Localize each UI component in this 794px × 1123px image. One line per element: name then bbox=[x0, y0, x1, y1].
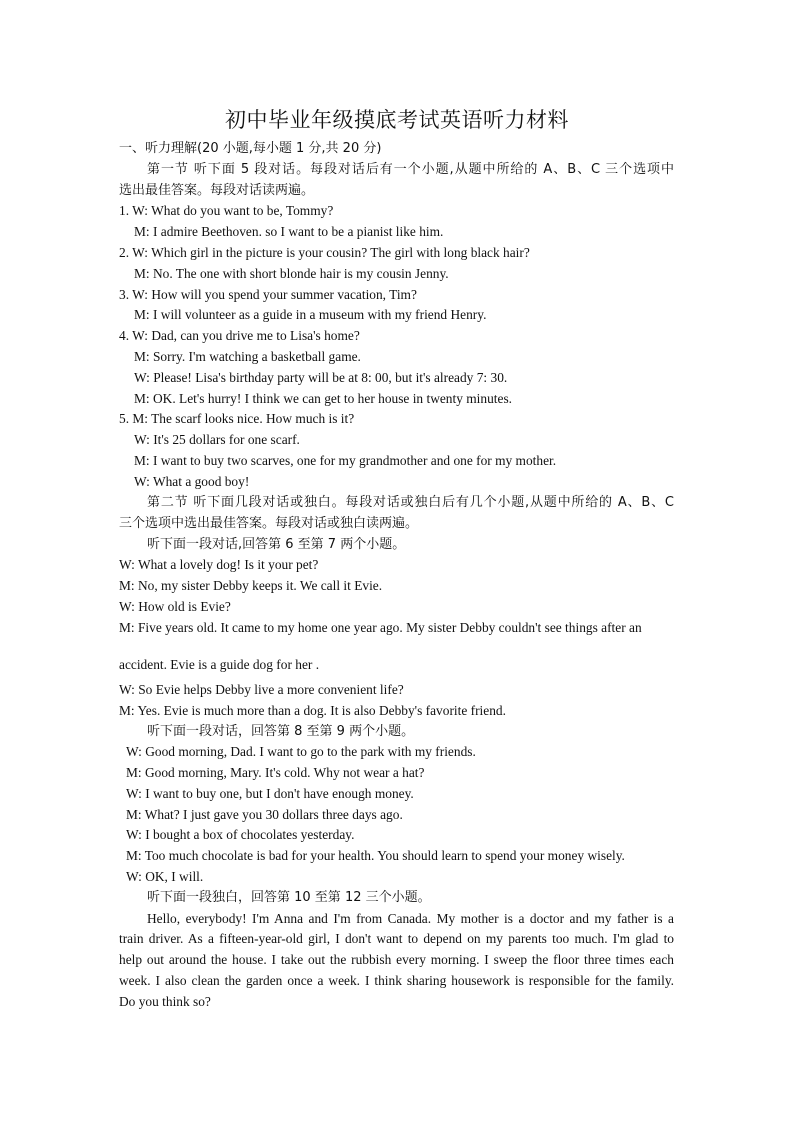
text3-line1: Hello, everybody! I'm Anna and I'm from Canada. My mother is a doctor and my father is a bbox=[147, 911, 674, 926]
text2-intro: 听下面一段对话，回答第 8 至第 9 两个小题。 bbox=[147, 724, 415, 739]
section2-intro-line1: 第二节 听下面几段对话或独白。每段对话或独白后有几个小题,从题中所给的 A、B、C bbox=[147, 495, 674, 510]
text3-line3: help out around the house. I take out the rubbish every morning. I sweep the floor three times each bbox=[119, 952, 674, 967]
section1-intro-line2: 选出最佳答案。每段对话读两遍。 bbox=[119, 183, 315, 198]
q5-line4: W: What a good boy! bbox=[134, 474, 250, 489]
q5-line2: W: It's 25 dollars for one scarf. bbox=[134, 432, 300, 447]
section2-intro-line2: 三个选项中选出最佳答案。每段对话或独白读两遍。 bbox=[119, 516, 419, 531]
text1-line5: accident. Evie is a guide dog for her . bbox=[119, 657, 320, 672]
q3-line1: 3. W: How will you spend your summer vacation, Tim? bbox=[119, 287, 417, 302]
q2-line2: M: No. The one with short blonde hair is my cousin Jenny. bbox=[134, 266, 449, 281]
text2-line5: W: I bought a box of chocolates yesterday. bbox=[126, 827, 355, 842]
text2-line3: W: I want to buy one, but I don't have enough money. bbox=[126, 786, 414, 801]
part-heading: 一、听力理解(20 小题,每小题 1 分,共 20 分) bbox=[119, 141, 382, 156]
q3-line2: M: I will volunteer as a guide in a museum with my friend Henry. bbox=[134, 307, 487, 322]
q1-line2: M: I admire Beethoven. so I want to be a pianist like him. bbox=[134, 224, 444, 239]
q5-line3: M: I want to buy two scarves, one for my grandmother and one for my mother. bbox=[134, 453, 557, 468]
q4-line4: M: OK. Let's hurry! I think we can get to her house in twenty minutes. bbox=[134, 391, 513, 406]
text3-line4: week. I also clean the garden once a week. I think sharing housework is responsible for the family. bbox=[119, 973, 674, 988]
q4-line3: W: Please! Lisa's birthday party will be at 8: 00, but it's already 7: 30. bbox=[134, 370, 508, 385]
text1-line6: W: So Evie helps Debby live a more convenient life? bbox=[119, 682, 404, 697]
text1-line7: M: Yes. Evie is much more than a dog. It is also Debby's favorite friend. bbox=[119, 703, 506, 718]
text2-line6: M: Too much chocolate is bad for your health. You should learn to spend your money wisely. bbox=[126, 848, 625, 863]
q5-line1: 5. M: The scarf looks nice. How much is it? bbox=[119, 411, 355, 426]
text1-line1: W: What a lovely dog! Is it your pet? bbox=[119, 557, 319, 572]
text2-line7: W: OK, I will. bbox=[126, 869, 204, 884]
text1-line4: M: Five years old. It came to my home one year ago. My sister Debby couldn't see things after an bbox=[119, 620, 642, 635]
page-title: 初中毕业年级摸底考试英语听力材料 bbox=[225, 108, 569, 132]
text3-intro: 听下面一段独白，回答第 10 至第 12 三个小题。 bbox=[147, 890, 431, 905]
q1-line1: 1. W: What do you want to be, Tommy? bbox=[119, 203, 334, 218]
q4-line2: M: Sorry. I'm watching a basketball game. bbox=[134, 349, 361, 364]
text2-line4: M: What? I just gave you 30 dollars three days ago. bbox=[126, 807, 403, 822]
q4-line1: 4. W: Dad, can you drive me to Lisa's home? bbox=[119, 328, 360, 343]
text1-line3: W: How old is Evie? bbox=[119, 599, 231, 614]
q2-line1: 2. W: Which girl in the picture is your cousin? The girl with long black hair? bbox=[119, 245, 530, 260]
text3-line5: Do you think so? bbox=[119, 994, 211, 1009]
text2-line2: M: Good morning, Mary. It's cold. Why not wear a hat? bbox=[126, 765, 425, 780]
section1-intro-line1: 第一节 听下面 5 段对话。每段对话后有一个小题,从题中所给的 A、B、C 三个选项中 bbox=[147, 162, 674, 177]
text2-line1: W: Good morning, Dad. I want to go to the park with my friends. bbox=[126, 744, 476, 759]
text1-line2: M: No, my sister Debby keeps it. We call it Evie. bbox=[119, 578, 383, 593]
text1-intro: 听下面一段对话,回答第 6 至第 7 两个小题。 bbox=[147, 537, 406, 552]
text3-line2: train driver. As a fifteen-year-old girl, I don't want to depend on my parents too much. I'm glad to bbox=[119, 931, 674, 946]
